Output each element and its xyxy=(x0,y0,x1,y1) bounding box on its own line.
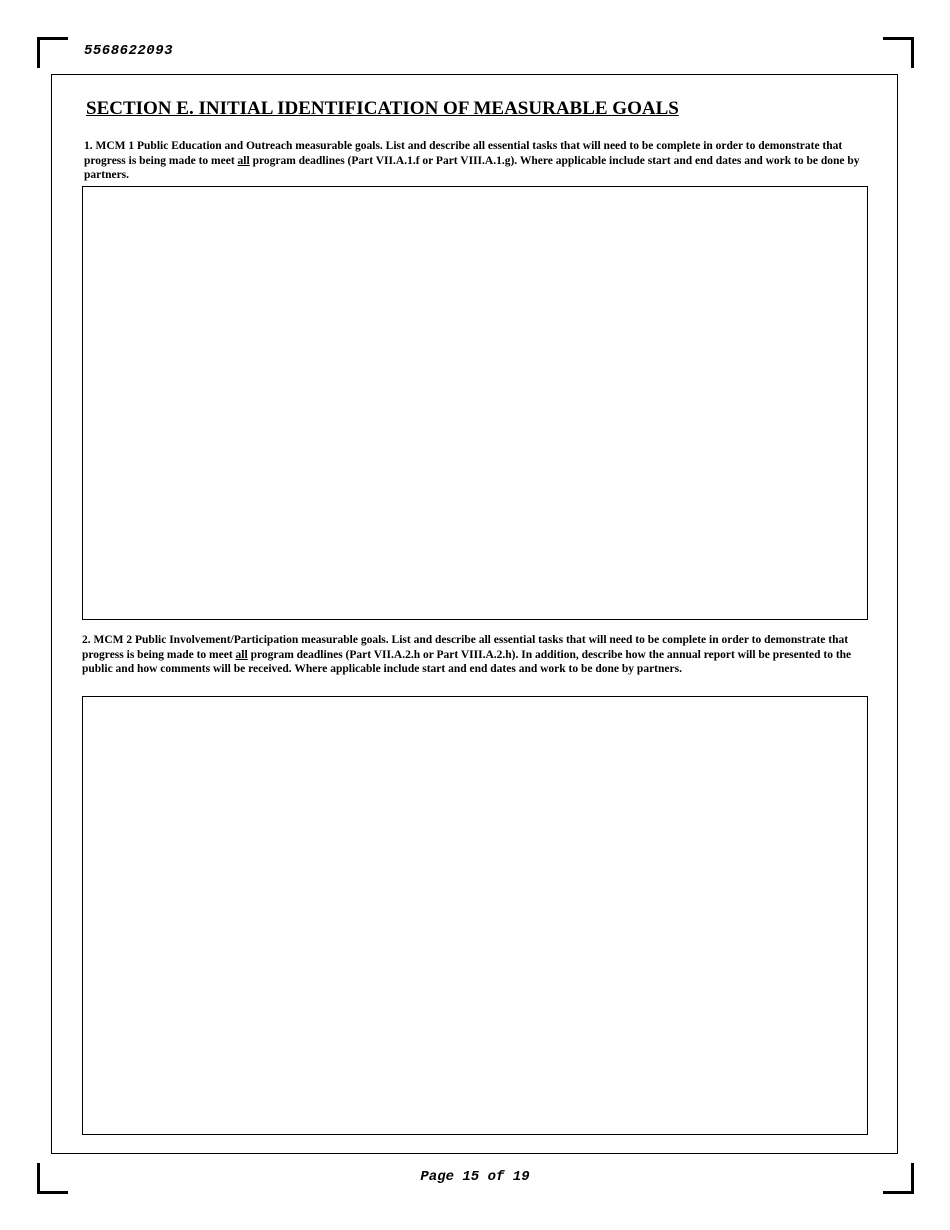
page-number: Page 15 of 19 xyxy=(420,1169,530,1185)
document-id: 5568622093 xyxy=(84,43,174,59)
answer-field-2[interactable] xyxy=(82,696,868,1135)
answer-field-1[interactable] xyxy=(82,186,868,620)
corner-mark-top-left xyxy=(37,37,68,68)
question-2 xyxy=(82,633,866,677)
question-1 xyxy=(84,139,866,183)
question-2-text-start: 2. MCM 2 Public Involvement/Participation measurable goals. List and describe all essential tasks that will need to be complete in order to demonstrate that progress is being made to meet xyxy=(82,634,849,661)
question-2-emphasis: all xyxy=(235,648,248,661)
question-1-text-start: 1. MCM 1 Public Education and Outreach measurable goals. List and describe all essential tasks that will need to be complete in order to demonstrate that progress is being made to meet xyxy=(84,140,843,167)
section-title: SECTION E. INITIAL IDENTIFICATION OF MEASURABLE GOALS xyxy=(86,98,679,119)
question-2-text-end: program deadlines (Part VII.A.2.h or Part VIII.A.2.h). In addition, describe how the annual report will be presented to the public and how comments will be received. Where applicable include start and end dates and work to be done by partners. xyxy=(82,648,852,675)
question-1-emphasis: all xyxy=(237,154,250,167)
corner-mark-top-right xyxy=(883,37,914,68)
question-1-text-end: program deadlines (Part VII.A.1.f or Part VIII.A.1.g). Where applicable include start and end dates and work to be done by partners. xyxy=(84,154,860,181)
